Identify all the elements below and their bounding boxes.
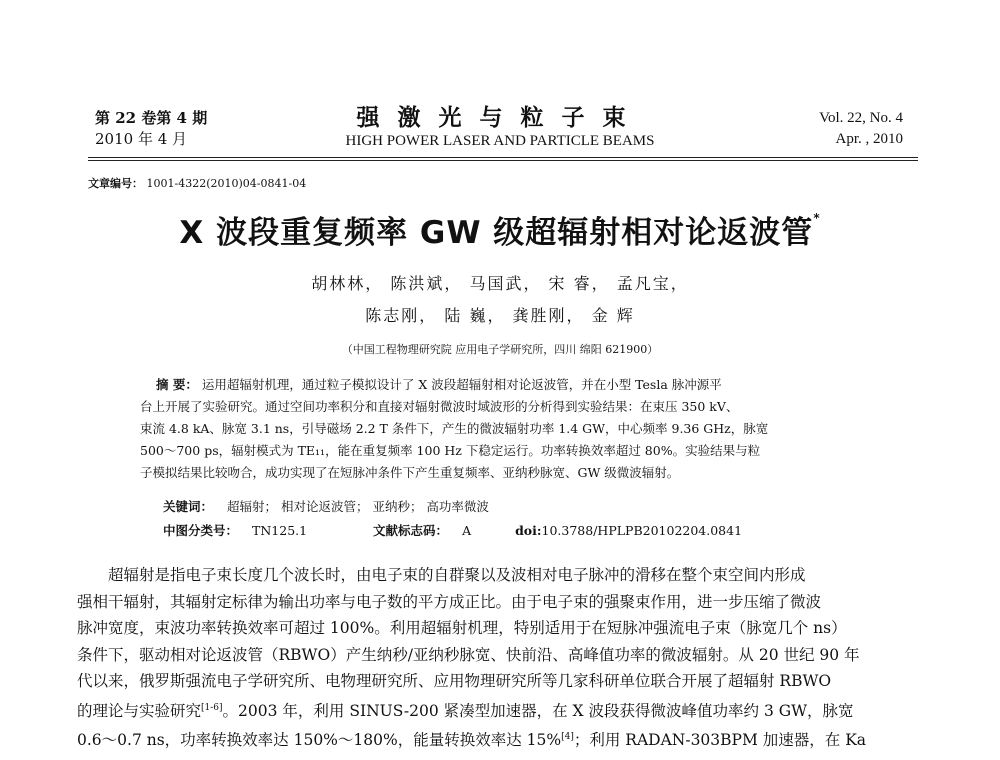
body-line-4: 条件下，驱动相对论返波管（RBWO）产生纳秒/亚纳秒脉宽、快前沿、高峰值功率的微波辐射。从 20 世纪 90 年 — [77, 645, 860, 664]
clc-value: TN125.1 — [252, 523, 308, 538]
authors-line-2: 陈志刚， 陆 巍， 龚胜刚， 金 辉 — [365, 306, 635, 325]
citation-1-6: [1-6] — [201, 702, 223, 713]
abstract-line-1: 运用超辐射机理，通过粒子模拟设计了 X 波段超辐射相对论返波管，并在小型 Tesla 脉冲源平 — [201, 377, 722, 392]
body-line-1: 超辐射是指电子束长度几个波长时，由电子束的自群聚以及波相对电子脉冲的滑移在整个束空间内形成 — [108, 566, 806, 584]
doi-label: doi: — [515, 523, 542, 538]
keywords-text: 超辐射； 相对论返波管； 亚纳秒； 高功率微波 — [227, 499, 489, 514]
doc-code-label: 文献标志码： — [373, 523, 449, 538]
journal-title — [290, 104, 710, 151]
header-rule-bottom — [88, 160, 918, 161]
doi-value: 10.3788/HPLPB20102204.0841 — [541, 523, 743, 538]
abstract-line-2: 台上开展了实验研究。通过空间功率积分和直接对辐射微波时域波形的分析得到实验结果：在束压 350 kV、 — [140, 399, 739, 414]
authors-line-1: 胡林林， 陈洪斌， 马国武， 宋 睿， 孟凡宝， — [311, 274, 689, 293]
paper-title — [0, 207, 1000, 252]
date-en: Apr. , 2010 — [835, 131, 903, 147]
title-footnote-mark: * — [813, 211, 821, 225]
abstract-line-4: 500～700 ps，辐射模式为 TE₁₁，能在重复频率 100 Hz 下稳定运行。功率转换效率超过 80%。实验结果与粒 — [140, 443, 761, 458]
body-line-2: 强相干辐射，其辐射定标律为输出功率与电子数的平方成正比。由于电子束的强聚束作用，进一步压缩了微波 — [77, 592, 822, 611]
abstract-label: 摘 要： — [156, 377, 198, 392]
body-line-3: 脉冲宽度，束波功率转换效率可超过 100%。利用超辐射机理，特别适用于在短脉冲强流电子束（脉宽几个 ns） — [77, 619, 847, 637]
volume-cn: 第 22 卷第 4 期 — [95, 109, 208, 127]
body-line-5: 代以来，俄罗斯强流电子学研究所、电物理研究所、应用物理研究所等几家科研单位联合开展了超辐射 RBWO — [77, 672, 832, 690]
body-text — [77, 562, 913, 754]
paper-title-text: X 波段重复频率 GW 级超辐射相对论返波管 — [179, 215, 814, 251]
body-line-7a: 0.6～0.7 ns，功率转换效率达 150%～180%，能量转换效率达 15% — [77, 731, 562, 750]
abstract — [140, 374, 910, 484]
doc-code-value: A — [462, 523, 472, 538]
volume-en: Vol. 22, No. 4 — [819, 110, 903, 126]
body-line-6 — [77, 695, 913, 725]
article-number — [88, 175, 306, 191]
article-number-label: 文章编号： — [88, 177, 143, 190]
date-cn: 2010 年 4 月 — [95, 130, 188, 148]
header-right — [819, 108, 903, 150]
body-line-6a: 的理论与实验研究 — [77, 701, 202, 720]
abstract-line-5: 子模拟结果比较吻合，成功实现了在短脉冲条件下产生重复频率、亚纳秒脉宽、GW 级微波辐射。 — [140, 465, 680, 480]
body-line-7 — [77, 724, 913, 754]
citation-4: [4] — [561, 732, 574, 743]
journal-title-en: HIGH POWER LASER AND PARTICLE BEAMS — [345, 133, 655, 149]
journal-title-cn: 强激光与粒子束 — [356, 104, 644, 131]
header-rule-top — [88, 157, 918, 158]
keywords-label: 关键词： — [163, 499, 214, 514]
classification-line — [163, 521, 863, 539]
affiliation: （中国工程物理研究院 应用电子学研究所，四川 绵阳 621900） — [341, 343, 659, 356]
header-left — [95, 108, 207, 150]
keywords — [163, 497, 489, 515]
article-number-value: 1001-4322(2010)04-0841-04 — [146, 177, 307, 190]
clc-label: 中图分类号： — [163, 523, 239, 538]
body-line-7b: ；利用 RADAN-303BPM 加速器，在 Ka — [573, 731, 867, 750]
abstract-line-3: 束流 4.8 kA、脉宽 3.1 ns，引导磁场 2.2 T 条件下，产生的微波辐射功率 1.4 GW，中心频率 9.36 GHz，脉宽 — [140, 421, 769, 436]
body-line-6b: 。2003 年，利用 SINUS-200 紧凑型加速器，在 X 波段获得微波峰值功率约 3 GW，脉宽 — [222, 701, 854, 720]
